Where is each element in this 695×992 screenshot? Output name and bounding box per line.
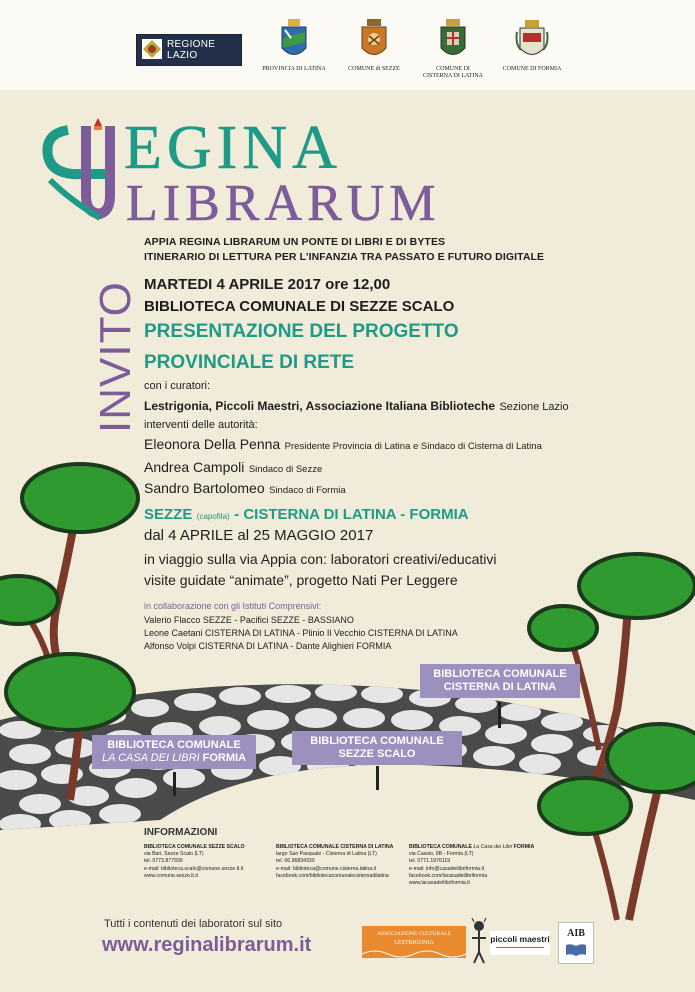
info-column-sezze — [144, 844, 272, 880]
header-logos — [0, 0, 695, 90]
authority-name: Sandro Bartolomeo — [144, 480, 265, 496]
sign-formia-italic: LA CASA DEI LIBRI — [101, 752, 200, 764]
sign-cisterna-line1: BIBLIOTECA COMUNALE — [433, 668, 567, 680]
curators-list: Lestrigonia, Piccoli Maestri, Associazione Italiana Biblioteche — [144, 399, 495, 413]
lestrigonia-line1: ASSOCIAZIONE CULTURALE — [377, 931, 451, 937]
info-email: e-mail: biblioteca@comune.cisterna.latina.it — [276, 865, 377, 872]
sign-formia — [92, 735, 256, 769]
event-venue: BIBLIOTECA COMUNALE DI SEZZE SCALO — [144, 298, 455, 315]
title-word-regina: EGINA — [124, 114, 342, 182]
info-web: www.comune.sezze.lt.it — [144, 872, 198, 879]
info-address: via Bari, Sezze Scalo (LT) — [144, 851, 204, 858]
collab-line: Alfonso Volpi CISTERNA DI LATINA - Dante Alighieri FORMIA — [144, 641, 392, 651]
wave-icon — [362, 948, 466, 958]
info-tel: tel. 06.96834330 — [276, 858, 315, 865]
tree-crown — [529, 606, 597, 650]
authorities-label: interventi delle autorità: — [144, 419, 258, 431]
sign-formia-line2 — [92, 752, 256, 765]
sign-pole — [376, 766, 379, 790]
sign-cisterna — [420, 664, 580, 698]
sign-pole — [173, 772, 176, 796]
authority-row — [144, 480, 346, 498]
lestrigonia-line2: LESTRIGONIA — [394, 940, 434, 946]
tree-trunk — [70, 720, 80, 800]
tree-crown — [6, 654, 134, 730]
lestrigonia-logo — [362, 926, 466, 958]
piccoli-maestri-logo — [490, 931, 550, 955]
regina-librarum-title — [40, 110, 560, 232]
info-address: largo San Pasquale - Cisterna di Latina (LT) — [276, 851, 377, 858]
trees-right — [525, 540, 695, 950]
info-name: BIBLIOTECA COMUNALE CISTERNA DI LATINA — [276, 844, 394, 850]
subtitle-line1: APPIA REGINA LIBRARUM UN PONTE DI LIBRI E DI BYTES — [144, 236, 446, 248]
authority-role: Sindaco di Formia — [269, 485, 346, 496]
authority-name: Andrea Campoli — [144, 459, 245, 475]
sign-sezze-line2: SEZZE SCALO — [338, 748, 416, 760]
sign-sezze — [292, 731, 462, 765]
tree-crown — [0, 576, 58, 624]
lazio-line2: LAZIO — [167, 50, 198, 61]
info-web: facebook.com/lacasadeilibriformia — [409, 872, 488, 879]
curators-names — [144, 397, 569, 415]
route-rest: - CISTERNA DI LATINA - FORMIA — [234, 506, 469, 523]
info-address: via Cassio, 9B - Formia (LT) — [409, 851, 474, 858]
info-column-cisterna — [276, 844, 406, 880]
comune-sezze-logo — [344, 18, 404, 73]
authority-row — [144, 459, 322, 477]
info-email: e-mail: biblioteca.scalo@comune.sezze.lt.it — [144, 865, 244, 872]
cisterna-caption-1: COMUNE DI — [436, 66, 470, 72]
provincia-crest-icon — [279, 18, 309, 62]
tree-crown — [22, 464, 138, 532]
aib-text: AIB — [567, 928, 585, 939]
comune-formia-logo — [498, 18, 566, 73]
cisterna-crest-icon — [438, 18, 468, 62]
route-desc2: visite guidate “animate”, progetto Nati Per Leggere — [144, 572, 458, 588]
regione-lazio-logo — [136, 34, 242, 66]
puppet-figure-icon — [470, 918, 488, 964]
formia-caption: COMUNE DI FORMIA — [502, 66, 562, 72]
lazio-line1: REGIONE — [167, 39, 216, 50]
provincia-caption: PROVINCIA DI LATINA — [262, 66, 326, 72]
info-email: e-mail: info@casadeilibriformia.it — [409, 865, 485, 872]
collab-line: Leone Caetani CISTERNA DI LATINA - Plinio Il Vecchio CISTERNA DI LATINA — [144, 628, 458, 638]
event-date: MARTEDI 4 APRILE 2017 ore 12,00 — [144, 276, 391, 293]
tree-crown — [607, 724, 695, 792]
sign-formia-rest: FORMIA — [202, 752, 247, 764]
invito-text: INVITO — [91, 281, 140, 433]
info-tel: tel. 0771.1976119 — [409, 858, 451, 865]
formia-crest-icon — [515, 18, 549, 62]
info-name-prefix: BIBLIOTECA COMUNALE — [409, 844, 472, 850]
footer-text: Tutti i contenuti dei laboratori sul sito — [104, 918, 283, 930]
sign-cisterna-line2: CISTERNA DI LATINA — [443, 681, 557, 693]
sign-pole — [498, 702, 501, 728]
subtitle-line2: ITINERARIO DI LETTURA PER L’INFANZIA TRA PASSATO E FUTURO DIGITALE — [144, 251, 545, 263]
info-name: BIBLIOTECA COMUNALE SEZZE SCALO — [144, 844, 245, 850]
sezze-caption: COMUNE di SEZZE — [348, 66, 400, 72]
sign-sezze-line1: BIBLIOTECA COMUNALE — [310, 735, 444, 747]
lazio-emblem-icon — [141, 38, 163, 60]
presentation-line1: PRESENTAZIONE DEL PROGETTO — [144, 321, 459, 342]
collab-title: in collaborazione con gli Istituti Comprensivi: — [144, 601, 322, 611]
comune-cisterna-logo — [418, 18, 488, 80]
route-sezze: SEZZE — [144, 506, 193, 523]
book-icon — [565, 943, 587, 957]
tree-crown — [579, 554, 695, 618]
route-line — [144, 506, 469, 524]
sign-formia-line1: BIBLIOTECA COMUNALE — [107, 739, 241, 751]
curators-label: con i curatori: — [144, 380, 211, 392]
authority-role: Presidente Provincia di Latina e Sindaco di Cisterna di Latina — [284, 441, 542, 452]
info-column-formia — [409, 844, 549, 887]
authority-row — [144, 436, 542, 454]
sezze-crest-icon — [359, 18, 389, 62]
title-r-monogram-icon — [40, 109, 110, 218]
info-web2: www.lacasadeilibriformia.it — [409, 880, 470, 887]
authority-role: Sindaco di Sezze — [248, 464, 323, 475]
info-name-italic: La Casa dei Libri — [473, 844, 513, 850]
title-initial: R — [40, 110, 41, 111]
info-tel: tel. 0773.877939 — [144, 858, 183, 865]
cisterna-caption-2: CISTERNA DI LATINA — [423, 73, 483, 79]
tree-crown — [539, 778, 631, 834]
info-title: INFORMAZIONI — [144, 827, 218, 838]
route-dates: dal 4 APRILE al 25 MAGGIO 2017 — [144, 527, 374, 544]
presentation-line2: PROVINCIALE DI RETE — [144, 352, 355, 373]
info-web: facebook.com/bibliotecacomunalecisternadilatina — [276, 872, 389, 879]
route-capofila: (capofila) — [196, 512, 230, 521]
provincia-latina-logo — [262, 18, 326, 73]
piccoli-text: piccoli maestri — [490, 934, 550, 944]
footer-website-link[interactable]: www.reginalibrarum.it — [102, 934, 312, 956]
aib-logo — [558, 922, 594, 964]
route-desc1: in viaggio sulla via Appia con: laboratori creativi/educativi — [144, 551, 497, 567]
invito-vertical-label — [91, 275, 140, 435]
collab-line: Valerio Flacco SEZZE - Pacifici SEZZE - BASSIANO — [144, 615, 354, 625]
curators-suffix: Sezione Lazio — [499, 401, 569, 413]
title-word-librarum: LIBRARUM — [126, 175, 441, 232]
authority-name: Eleonora Della Penna — [144, 436, 281, 452]
info-name-suffix: FORMIA — [513, 844, 535, 850]
